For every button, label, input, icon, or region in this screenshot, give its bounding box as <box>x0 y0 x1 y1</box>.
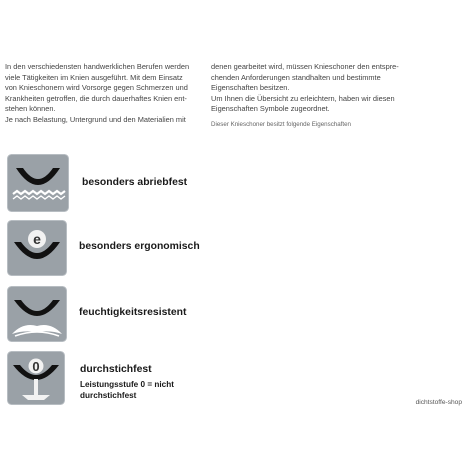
intro-line: Je nach Belastung, Untergrund und den Materialien mit <box>5 114 186 124</box>
intro-column-left <box>5 62 203 126</box>
feature-label: besonders abriebfest <box>82 177 188 188</box>
shop-watermark: dichtstoffe-shop <box>415 399 462 406</box>
abrasion-resistant-icon <box>7 154 69 212</box>
ergonomic-icon <box>7 220 67 276</box>
puncture-resistant-icon <box>7 351 65 405</box>
intro-line: In den verschiedensten handwerklichen Berufen werden <box>5 62 190 71</box>
intro-line: Eigenschaften Symbole zugeordnet. <box>211 104 330 114</box>
intro-line: Um Ihnen die Übersicht zu erleichtern, haben wir diesen <box>211 93 395 103</box>
properties-caption: Dieser Knieschoner besitzt folgende Eigenschaften <box>211 120 351 128</box>
feature-sublabel: Leistungsstufe 0 = nicht durchstichfest <box>80 380 174 400</box>
feature-label: feuchtigkeitsresistent <box>79 307 187 318</box>
puncture-glyph: 0 <box>32 359 40 374</box>
intro-line: denen gearbeitet wird, müssen Knieschoner den entspre- <box>211 62 399 71</box>
intro-column-right <box>211 62 415 131</box>
intro-line: stehen können. <box>5 104 56 114</box>
ergonomic-glyph: e <box>33 231 41 247</box>
intro-line: Krankheiten getroffen, die durch dauerhaftes Knien ent- <box>5 93 187 103</box>
intro-line: Eigenschaften besitzen. <box>211 83 290 93</box>
intro-line: chenden Anforderungen standhalten und bestimmte <box>211 72 381 82</box>
intro-line: von Knieschonern wird Vorsorge gegen Schmerzen und <box>5 83 188 93</box>
moisture-resistant-icon <box>7 286 67 342</box>
feature-label: durchstichfest <box>80 364 152 375</box>
feature-label: besonders ergonomisch <box>79 241 200 252</box>
intro-line: viele Tätigkeiten im Knien ausgeführt. Mit dem Einsatz <box>5 72 183 82</box>
